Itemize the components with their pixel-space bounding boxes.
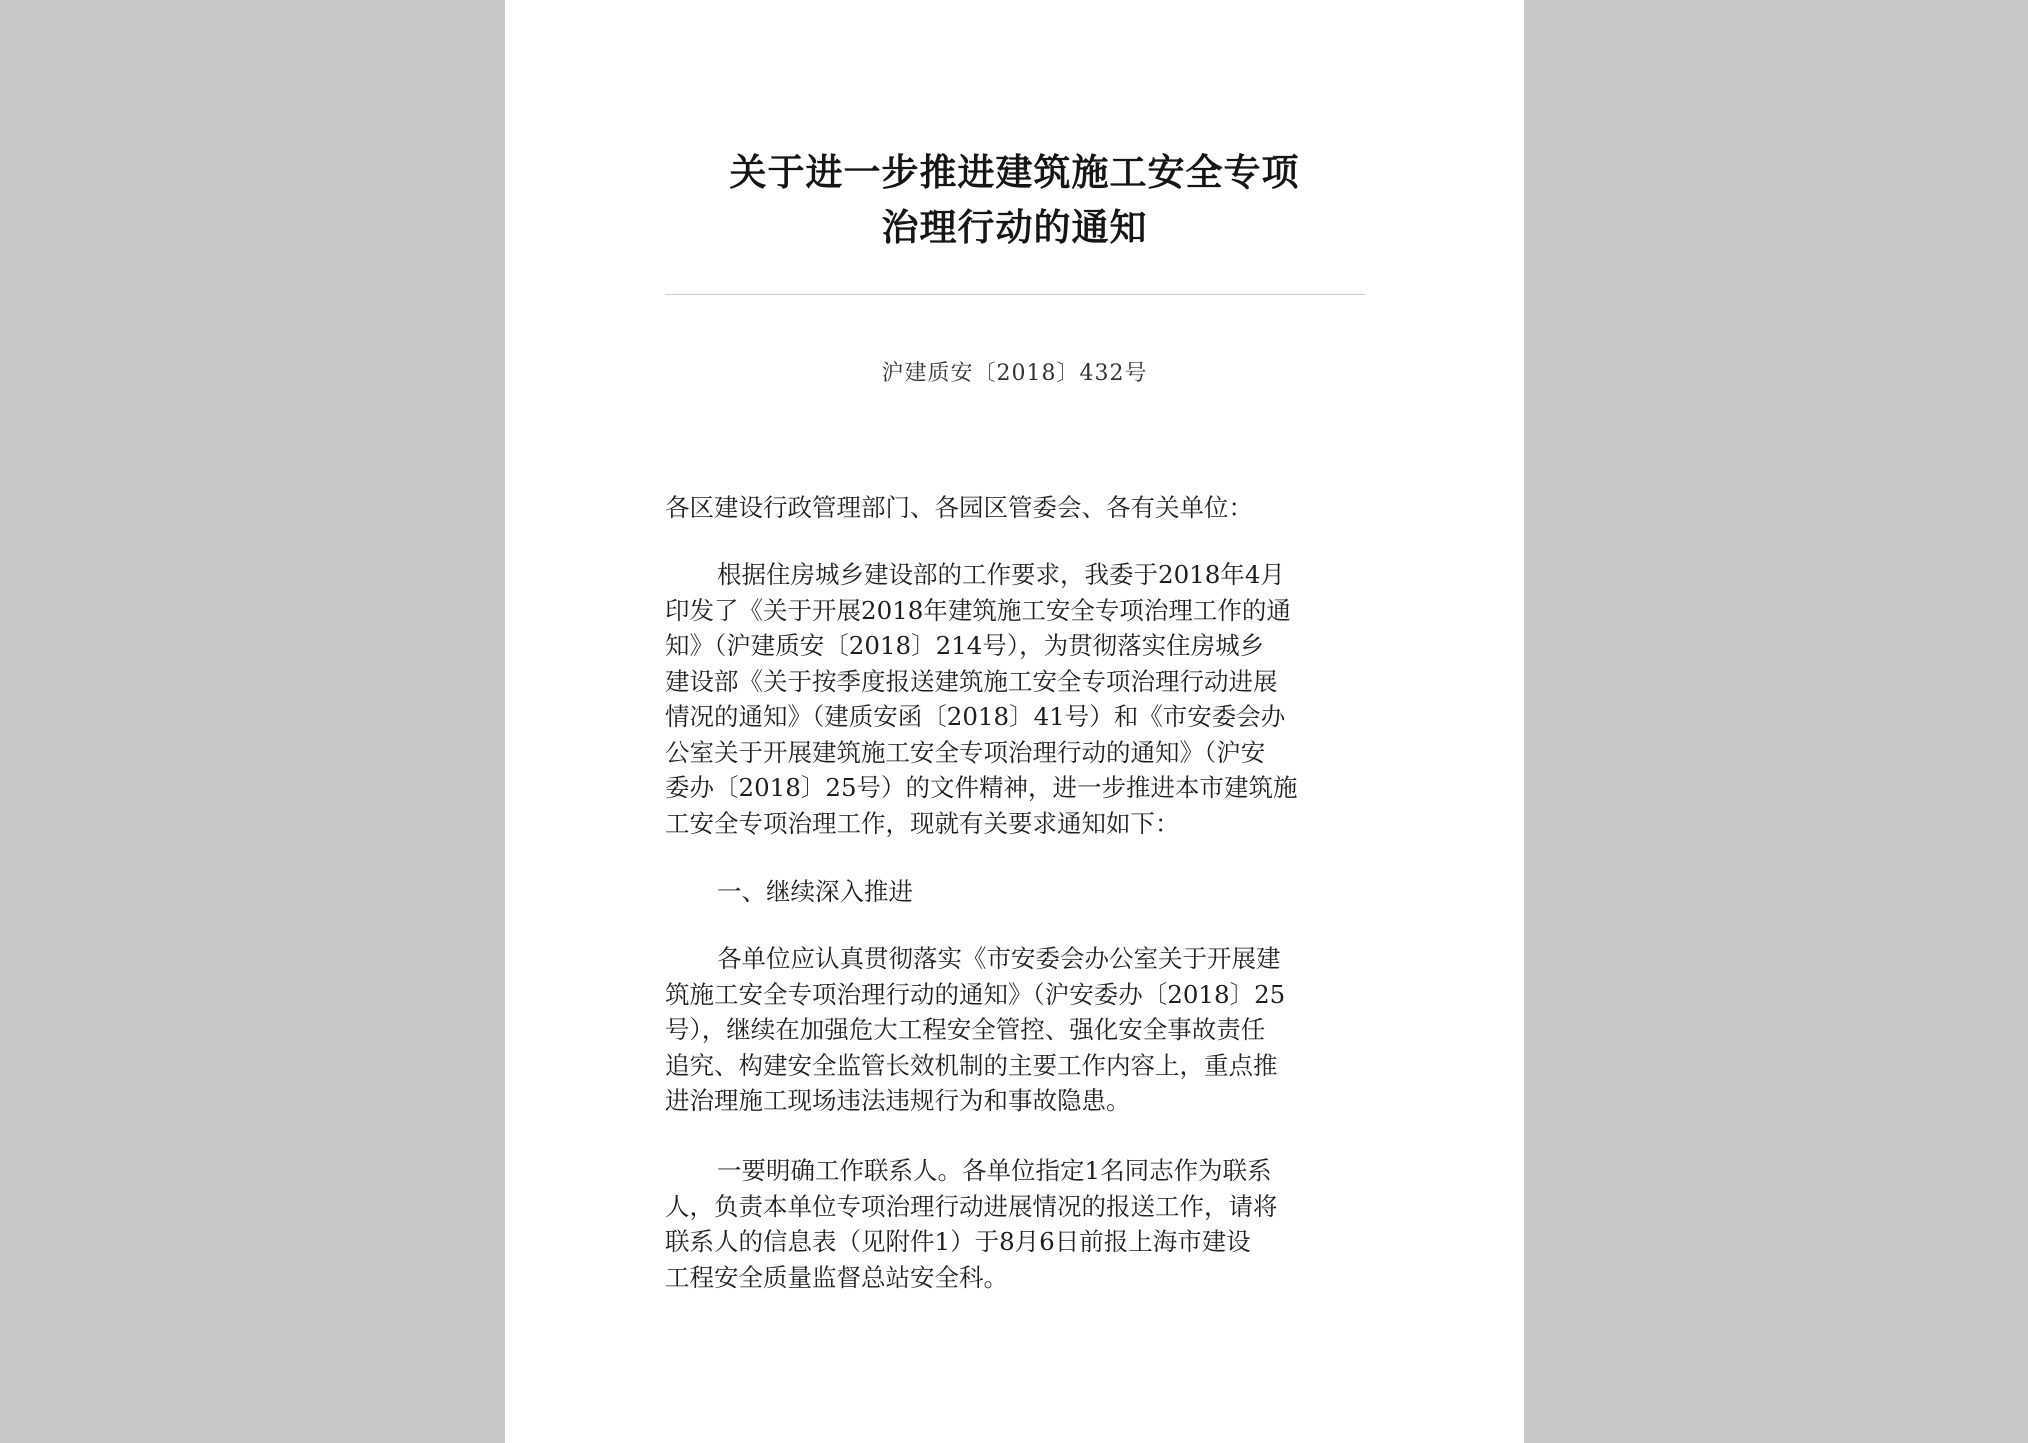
section-1-heading (665, 874, 1365, 910)
paragraph-1-line: 委办〔2018〕25号）的文件精神，进一步推进本市建筑施 (665, 773, 1298, 802)
paragraph-1-line: 建设部《关于按季度报送建筑施工安全专项治理行动进展 (665, 666, 1278, 696)
paragraph-2-line: 各单位应认真贯彻落实《市安委会办公室关于开展建 (717, 944, 1281, 973)
paragraph-1-line: 知》（沪建质安〔2018〕214号），为贯彻落实住房城乡 (665, 631, 1265, 660)
paragraph-3-line: 人，负责本单位专项治理行动进展情况的报送工作，请将 (665, 1191, 1278, 1221)
salutation (665, 490, 1365, 526)
salutation-line: 各区建设行政管理部门、各园区管委会、各有关单位： (665, 493, 1253, 522)
paragraph-1-line: 公室关于开展建筑施工安全专项治理行动的通知》（沪安 (665, 737, 1266, 767)
title-line-2: 治理行动的通知 (881, 205, 1148, 249)
paragraph-2-line: 进治理施工现场违法违规行为和事故隐患。 (665, 1086, 1131, 1115)
paragraph-2 (665, 941, 1365, 1119)
document-number: 沪建质安〔2018〕432号 (881, 361, 1148, 386)
document-page (505, 0, 1524, 1443)
paragraph-2-line: 追究、构建安全监管长效机制的主要工作内容上，重点推 (665, 1050, 1278, 1080)
paragraph-1-line: 印发了《关于开展2018年建筑施工安全专项治理工作的通 (665, 595, 1291, 625)
paragraph-2-line: 筑施工安全专项治理行动的通知》（沪安委办〔2018〕25 (665, 979, 1286, 1009)
paragraph-3 (665, 1153, 1365, 1295)
document-title (505, 145, 1524, 255)
title-line-1: 关于进一步推进建筑施工安全专项 (729, 150, 1300, 194)
paragraph-3-line: 工程安全质量监督总站安全科。 (665, 1262, 1008, 1292)
paragraph-3-line: 联系人的信息表（见附件1）于8月6日前报上海市建设 (665, 1227, 1251, 1256)
paragraph-1-line: 情况的通知》（建质安函〔2018〕41号）和《市安委会办 (665, 702, 1286, 731)
paragraph-1 (665, 557, 1365, 841)
paragraph-1-line: 工安全专项治理工作，现就有关要求通知如下： (665, 808, 1180, 838)
title-divider (665, 294, 1365, 295)
paragraph-2-line: 号），继续在加强危大工程安全管控、强化安全事故责任 (665, 1015, 1266, 1044)
section-heading-line: 一、继续深入推进 (717, 877, 913, 906)
paragraph-1-line: 根据住房城乡建设部的工作要求，我委于2018年4月 (717, 560, 1285, 589)
paragraph-3-line: 一要明确工作联系人。各单位指定1名同志作为联系 (717, 1156, 1272, 1185)
